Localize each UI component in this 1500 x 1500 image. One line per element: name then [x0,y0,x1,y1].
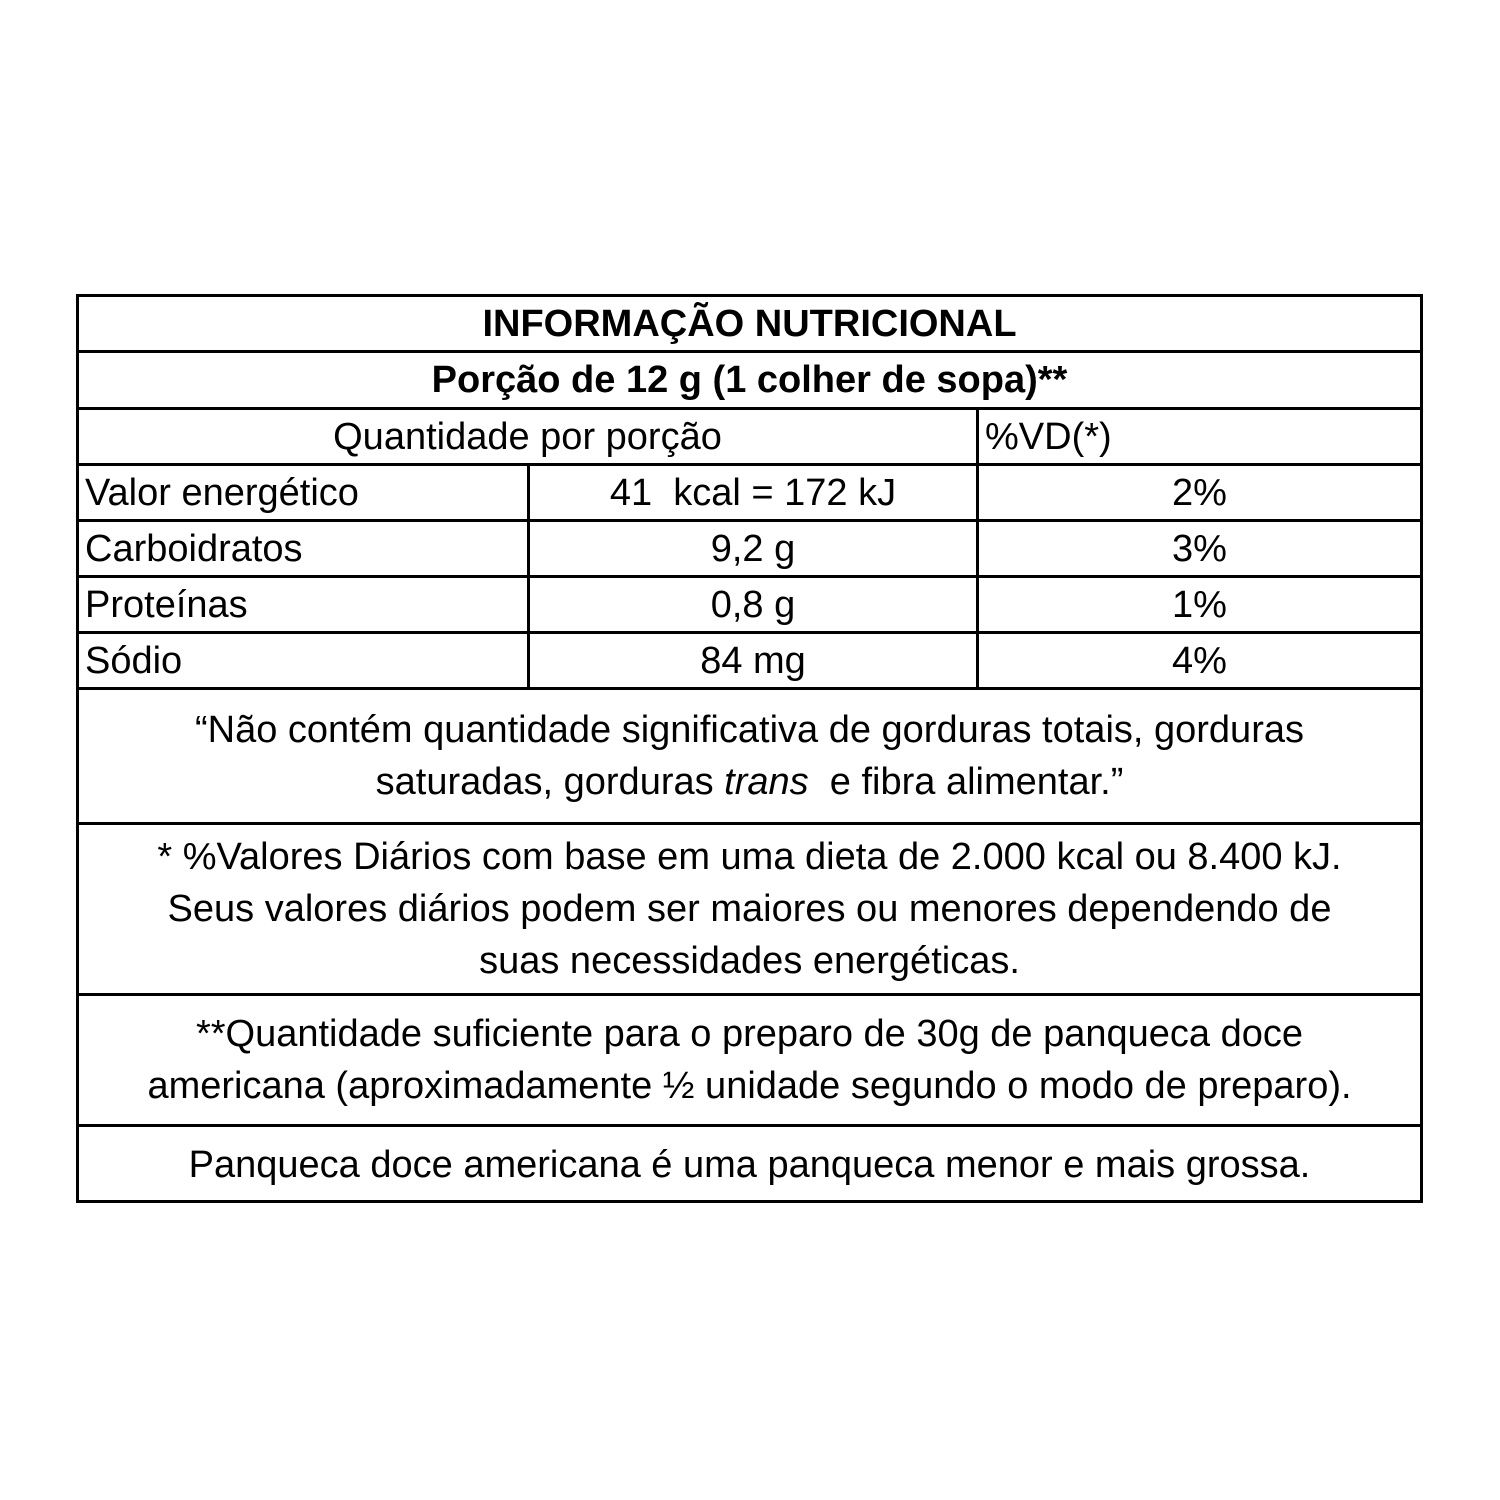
fat-note [79,690,1420,822]
column-header-row [79,410,1420,466]
nutrient-daily-value: 3% [976,522,1420,575]
nutrient-name: Carboidratos [85,527,303,570]
nutrient-daily-value: 1% [976,578,1420,631]
table-row [79,466,1420,522]
portion-size: Porção de 12 g (1 colher de sopa)** [431,359,1068,401]
daily-value-header: %VD(*) [976,410,1420,463]
pancake-note-text: Panqueca doce americana é uma panqueca menor e mais grossa. [188,1144,1311,1186]
fat-note-trans: trans [724,761,809,803]
daily-value-note [79,825,1420,993]
daily-value-note-row [79,825,1420,996]
nutrient-daily-value: 4% [976,634,1420,687]
fat-note-line-2 [376,756,1124,808]
portion-note-line-2: americana (aproximadamente ½ unidade segundo o modo de preparo). [147,1065,1352,1107]
daily-value-note-line-1: * %Valores Diários com base em uma dieta de 2.000 kcal ou 8.400 kJ. [157,836,1342,878]
fat-note-line-2-post: e fibra alimentar.” [808,761,1124,803]
nutrient-daily-value: 2% [976,466,1420,519]
pancake-note [79,1127,1420,1203]
nutrient-name: Sódio [85,639,183,682]
fat-note-line-2-pre: saturadas, gorduras [375,761,725,803]
fat-note-row [79,690,1420,825]
table-row [79,522,1420,578]
nutrient-amount: 9,2 g [527,522,976,575]
nutrient-name: Valor energético [85,471,359,514]
nutrient-amount: 0,8 g [527,578,976,631]
portion-note [79,996,1420,1124]
portion-note-line-1: **Quantidade suficiente para o preparo de 30g de panqueca doce [195,1013,1304,1055]
quantity-header: Quantidade por porção [333,415,722,458]
pancake-note-row [79,1127,1420,1203]
portion-note-row [79,996,1420,1127]
nutrition-facts-table [76,294,1423,1203]
nutrient-amount: 84 mg [527,634,976,687]
table-title-row [79,297,1420,353]
table-row [79,578,1420,634]
nutrient-name: Proteínas [85,583,248,626]
table-row [79,634,1420,690]
daily-value-note-line-2: Seus valores diários podem ser maiores ou menores dependendo de [167,888,1332,930]
portion-row [79,353,1420,410]
table-title: INFORMAÇÃO NUTRICIONAL [482,302,1017,345]
daily-value-note-line-3: suas necessidades energéticas. [479,940,1020,982]
nutrient-amount: 41 kcal = 172 kJ [527,466,976,519]
fat-note-line-1: “Não contém quantidade significativa de gorduras totais, gorduras [195,709,1304,751]
